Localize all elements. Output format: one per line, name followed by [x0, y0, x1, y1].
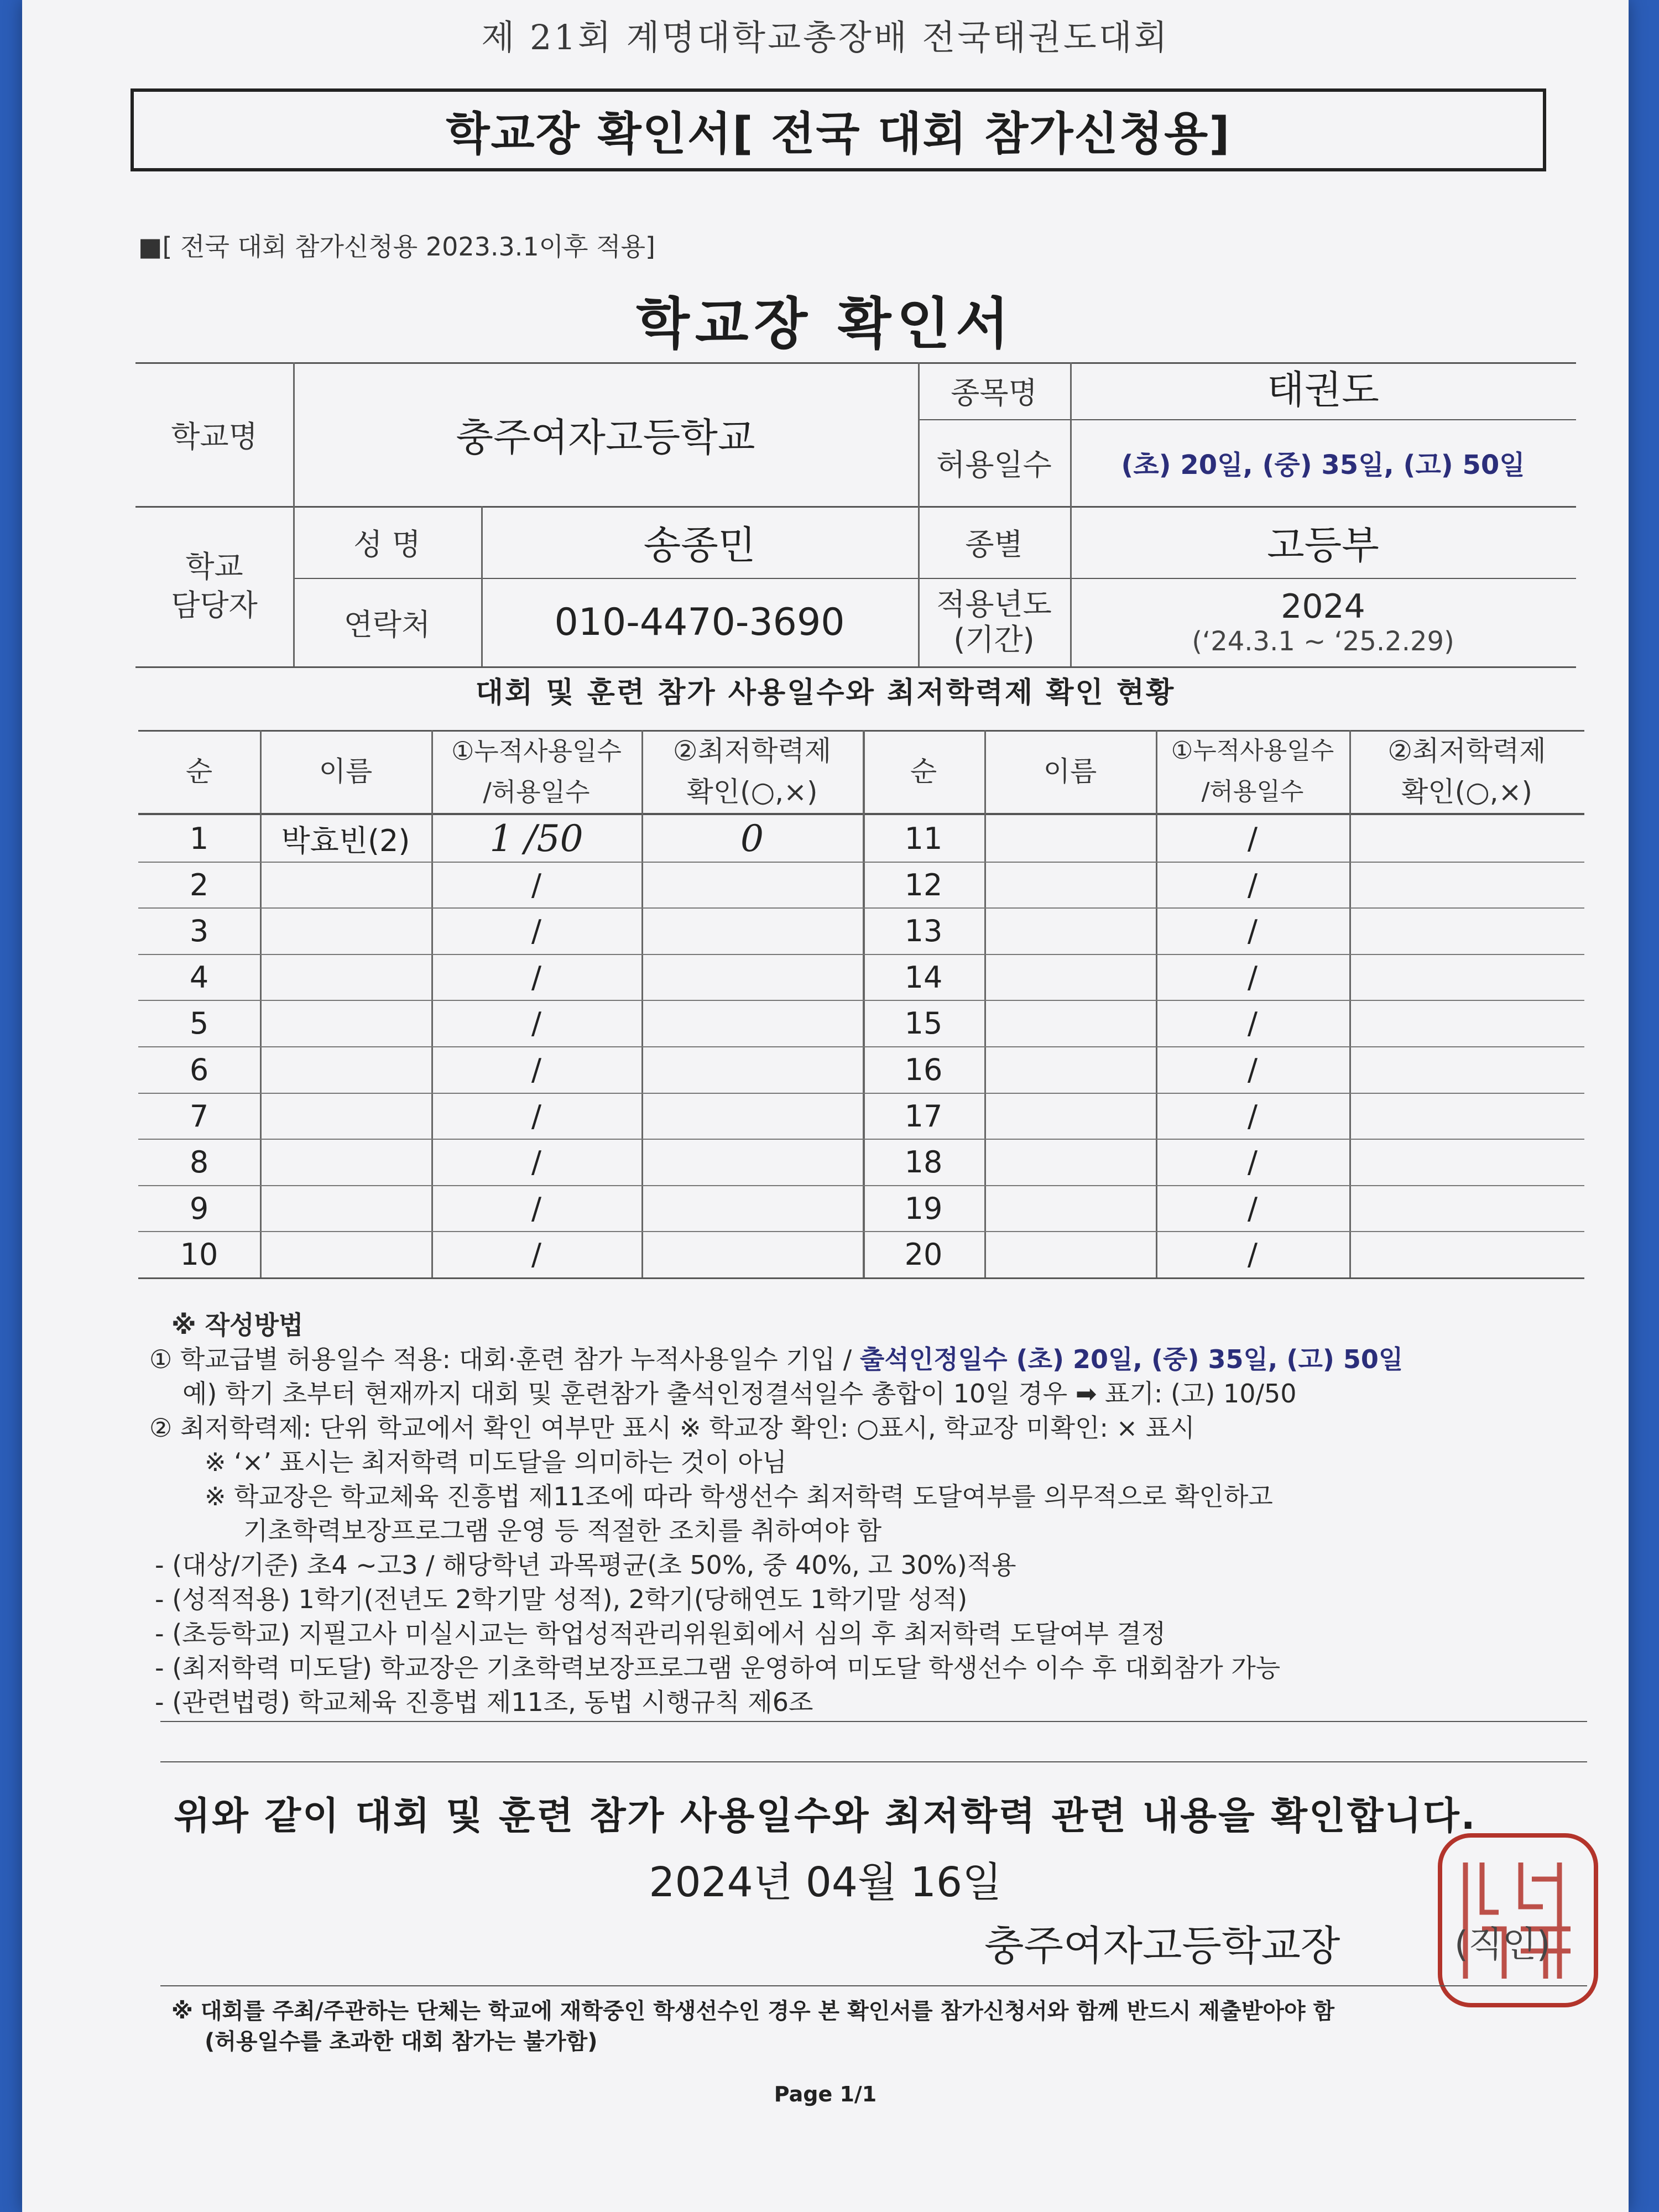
table-cell-days: /	[1247, 821, 1258, 856]
boxed-title-text: 학교장 확인서[ 전국 대회 참가신청용]	[446, 107, 1231, 160]
table-cell-name	[260, 1185, 431, 1232]
instruction-line-7: - (대상/기준) 초4 ~고3 / 해당학년 과목평균(초 50%, 중 40%, 고 30%)적용	[155, 1550, 1016, 1580]
table-cell-check	[1349, 1046, 1584, 1093]
table-cell-no: 5	[189, 1005, 209, 1041]
table-cell-check	[641, 1139, 863, 1185]
table-cell-check: 0	[740, 817, 764, 860]
table-title: 대회 및 훈련 참가 사용일수와 최저학력제 확인 현황	[475, 676, 1176, 709]
table-cell-no: 7	[189, 1098, 209, 1134]
table-cell-no: 15	[904, 1005, 943, 1041]
seal-label: (직인)	[1454, 1924, 1551, 1965]
instruction-line-10: - (최저학력 미도달) 학교장은 기초학력보장프로그램 운영하여 미도달 학생선수 이수 후 대회참가 가능	[155, 1653, 1281, 1683]
category-value: 고등부	[1267, 522, 1379, 568]
table-cell-check	[641, 907, 863, 954]
table-cell-check	[641, 954, 863, 1000]
table-cell-check	[641, 1185, 863, 1232]
confirmation-statement: 위와 같이 대회 및 훈련 참가 사용일수와 최저학력 관련 내용을 확인합니다.	[174, 1794, 1477, 1838]
header-check-left: ②최저학력제 확인(○,×)	[672, 735, 832, 808]
instruction-line-8: - (성적적용) 1학기(전년도 2학기말 성적), 2학기(당해연도 1학기말 성적)	[155, 1584, 968, 1614]
table-cell-name	[984, 815, 1156, 862]
table-cell-no: 19	[904, 1191, 943, 1226]
main-title: 학교장 확인서	[636, 291, 1015, 356]
table-cell-name	[984, 1046, 1156, 1093]
school-label: 학교명	[171, 419, 258, 454]
table-cell-no: 12	[904, 867, 943, 902]
table-cell-check	[1349, 954, 1584, 1000]
footer-note-1: ※ 대회를 주최/주관하는 단체는 학교에 재학중인 학생선수인 경우 본 확인서를 참가신청서와 함께 반드시 제출받아야 함	[171, 1999, 1335, 2024]
instructions-heading: ※ 작성방법	[171, 1310, 304, 1340]
table-cell-check	[1349, 815, 1584, 862]
table-cell-days: /	[1247, 1144, 1258, 1180]
table-cell-name	[984, 1231, 1156, 1277]
table-cell-days: /	[531, 1144, 542, 1180]
year-value: 2024	[1281, 587, 1365, 626]
contact-label: 연락처	[343, 607, 431, 642]
year-label: 적용년도 (기간)	[936, 587, 1052, 657]
table-cell-days: /	[1247, 1005, 1258, 1041]
boxed-title	[131, 88, 1546, 171]
table-cell-name	[260, 954, 431, 1000]
table-cell-name	[260, 907, 431, 954]
table-cell-check	[641, 1000, 863, 1046]
instruction-line-6: 기초학력보장프로그램 운영 등 적절한 조치를 취하여야 함	[243, 1516, 882, 1546]
table-cell-check	[641, 862, 863, 908]
allowed-days-value: (초) 20일, (중) 35일, (고) 50일	[1121, 450, 1525, 481]
table-cell-days: /	[531, 1052, 542, 1087]
principal-name: 충주여자고등학교장	[984, 1922, 1340, 1970]
issue-date: 2024년 04월 16일	[649, 1859, 1002, 1906]
table-cell-days: /	[531, 1191, 542, 1226]
table-cell-no: 17	[904, 1098, 943, 1134]
document-page	[22, 0, 1629, 2212]
header-no-left: 순	[185, 755, 213, 787]
header-check-right: ②최저학력제 확인(○,×)	[1387, 735, 1546, 808]
instruction-line-1b: 출석인정일수 (초) 20일, (중) 35일, (고) 50일	[859, 1344, 1404, 1374]
table-cell-days: /	[531, 1098, 542, 1134]
table-cell-check	[641, 1231, 863, 1277]
table-cell-name	[260, 1000, 431, 1046]
sport-label: 종목명	[951, 375, 1037, 410]
contact-value: 010-4470-3690	[554, 600, 845, 644]
table-cell-no: 14	[904, 959, 943, 995]
table-cell-days: /	[531, 1237, 542, 1272]
header-days-right: ①누적사용일수 /허용일수	[1171, 737, 1334, 806]
table-cell-name	[260, 1231, 431, 1277]
instruction-line-5: ※ 학교장은 학교체육 진흥법 제11조에 따라 학생선수 최저학력 도달여부를 의무적으로 확인하고	[205, 1481, 1273, 1511]
table-cell-name	[984, 1000, 1156, 1046]
sport-value: 태권도	[1267, 367, 1379, 413]
table-cell-days: /	[531, 959, 542, 995]
table-cell-days: /	[1247, 959, 1258, 995]
instruction-line-11: - (관련법령) 학교체육 진흥법 제11조, 동법 시행규칙 제6조	[155, 1687, 813, 1717]
table-cell-check	[1349, 1231, 1584, 1277]
name-label: 성 명	[353, 526, 421, 562]
table-cell-name	[260, 1046, 431, 1093]
table-cell-no: 6	[189, 1052, 209, 1087]
table-cell-check	[641, 1046, 863, 1093]
allowed-days-label: 허용일수	[936, 447, 1052, 482]
instruction-line-1a: ① 학교급별 허용일수 적용: 대회·훈련 참가 누적사용일수 기입 /	[149, 1344, 860, 1374]
applicability-note: ■[ 전국 대회 참가신청용 2023.3.1이후 적용]	[138, 232, 655, 262]
header-name-left: 이름	[319, 755, 373, 787]
table-cell-name	[260, 1139, 431, 1185]
table-cell-check	[1349, 1000, 1584, 1046]
instruction-line-9: - (초등학교) 지필고사 미실시교는 학업성적관리위원회에서 심의 후 최저학력 도달여부 결정	[155, 1619, 1166, 1648]
table-cell-name	[260, 1093, 431, 1139]
header-days-left: ①누적사용일수 /허용일수	[451, 736, 622, 807]
table-cell-check	[1349, 1139, 1584, 1185]
table-cell-check	[1349, 907, 1584, 954]
page-number: Page 1/1	[774, 2082, 877, 2106]
instruction-line-1	[149, 1339, 1403, 1376]
instruction-line-3: ② 최저학력제: 단위 학교에서 확인 여부만 표시 ※ 학교장 확인: ○표시, 학교장 미확인: × 표시	[149, 1413, 1195, 1443]
table-cell-days: /	[1247, 1191, 1258, 1226]
table-cell-days: /	[1247, 1237, 1258, 1272]
instruction-line-2: 예) 학기 초부터 현재까지 대회 및 훈련참가 출석인정결석일수 총합이 10일 경우 ➡ 표기: (고) 10/50	[182, 1379, 1297, 1408]
table-cell-no: 1	[189, 821, 209, 856]
header-name-right: 이름	[1043, 755, 1097, 787]
table-cell-days: /	[1247, 867, 1258, 902]
table-cell-name	[260, 862, 431, 908]
table-cell-days: /	[531, 913, 542, 948]
table-cell-name	[984, 1093, 1156, 1139]
table-cell-no: 11	[904, 821, 943, 856]
table-cell-days: 1 /50	[489, 817, 583, 860]
table-cell-no: 16	[904, 1052, 943, 1087]
period-value: (‘24.3.1 ~ ‘25.2.29)	[1192, 626, 1454, 657]
event-title: 제 21회 계명대학교총장배 전국태권도대회	[481, 17, 1170, 58]
table-cell-no: 8	[189, 1144, 209, 1180]
table-cell-name: 박효빈(2)	[281, 823, 410, 858]
table-cell-no: 20	[904, 1237, 943, 1272]
table-cell-check	[1349, 1185, 1584, 1232]
table-cell-check	[1349, 1093, 1584, 1139]
table-cell-check	[1349, 862, 1584, 908]
instruction-line-4: ※ ‘×’ 표시는 최저학력 미도달을 의미하는 것이 아님	[205, 1447, 787, 1477]
table-cell-days: /	[1247, 1098, 1258, 1134]
year-cell	[1070, 578, 1576, 666]
manager-name: 송종민	[643, 522, 756, 568]
table-cell-name	[984, 954, 1156, 1000]
table-cell-days: /	[531, 867, 542, 902]
table-cell-no: 13	[904, 913, 943, 948]
table-cell-no: 9	[189, 1191, 209, 1226]
header-no-right: 순	[910, 755, 937, 787]
footer-note-2: (허용일수를 초과한 대회 참가는 불가함)	[205, 2029, 598, 2054]
table-cell-name	[984, 1185, 1156, 1232]
table-cell-check	[641, 1093, 863, 1139]
category-label: 종별	[965, 526, 1023, 562]
school-value: 충주여자고등학교	[456, 414, 755, 460]
table-cell-no: 3	[189, 913, 209, 948]
table-cell-no: 2	[189, 867, 209, 902]
table-cell-name	[984, 907, 1156, 954]
table-cell-name	[984, 1139, 1156, 1185]
table-cell-days: /	[531, 1005, 542, 1041]
table-cell-no: 4	[189, 959, 209, 995]
table-cell-name	[984, 862, 1156, 908]
table-cell-days: /	[1247, 913, 1258, 948]
table-cell-no: 18	[904, 1144, 943, 1180]
table-cell-no: 10	[180, 1237, 218, 1272]
table-cell-days: /	[1247, 1052, 1258, 1087]
manager-label: 학교 담당자	[171, 549, 258, 623]
